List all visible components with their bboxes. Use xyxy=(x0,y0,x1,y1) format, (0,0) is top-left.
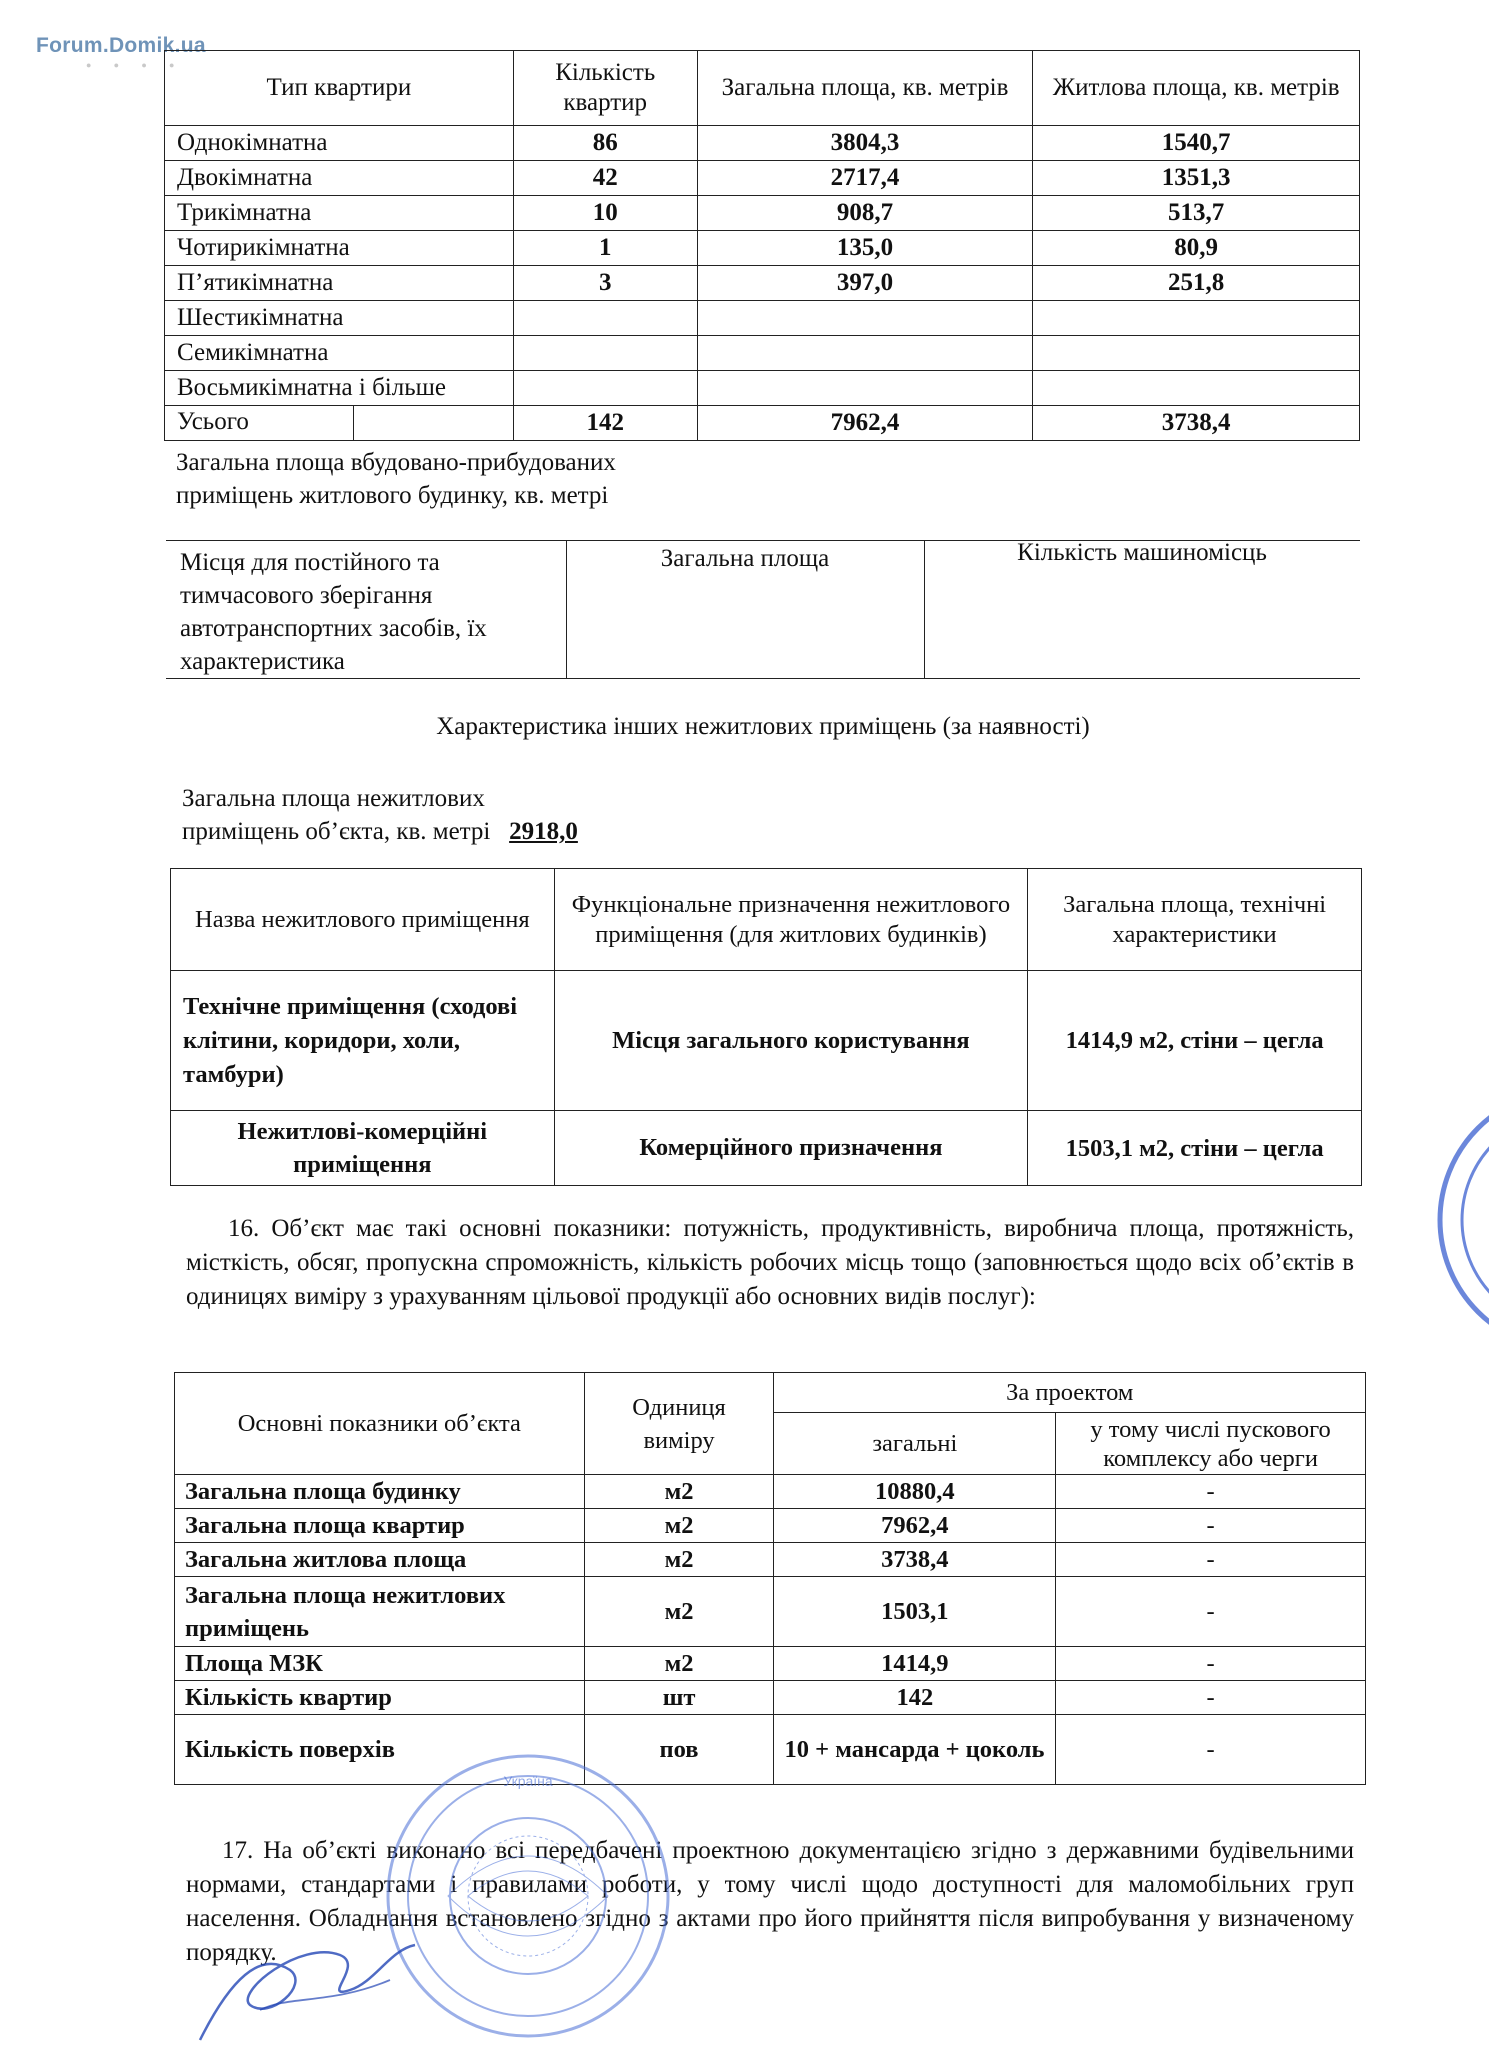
row-total: 908,7 xyxy=(697,196,1033,231)
builtin-area-text xyxy=(176,446,616,512)
table-row xyxy=(165,196,1360,231)
builtin-area-line2: приміщень житлового будинку, кв. метрі xyxy=(176,482,609,509)
watermark-dots: ● ● ● ● xyxy=(86,60,185,70)
row-living: 80,9 xyxy=(1033,231,1360,266)
row-count: 86 xyxy=(513,126,697,161)
table-row xyxy=(171,1111,1362,1186)
parking-label xyxy=(180,546,487,678)
nonres-total-value: 2918,0 xyxy=(509,818,578,845)
row-function: Місця загального користування xyxy=(554,971,1028,1111)
row-total: 2717,4 xyxy=(697,161,1033,196)
total-row xyxy=(165,406,1360,441)
parking-area-header: Загальна площа xyxy=(660,545,830,572)
table-row xyxy=(171,971,1362,1111)
row-startup: - xyxy=(1056,1475,1366,1509)
header-type: Тип квартири xyxy=(165,51,514,126)
row-unit: м2 xyxy=(584,1647,774,1681)
row-startup: - xyxy=(1056,1681,1366,1715)
table-row xyxy=(175,1681,1366,1715)
row-name: Технічне приміщення (сходові клітини, коридори, холи, тамбури) xyxy=(171,971,555,1111)
row-living xyxy=(1033,371,1360,406)
table-row xyxy=(165,371,1360,406)
parking-spaces-header: Кількість машиномісць xyxy=(1017,539,1267,566)
paragraph-17: 17. На об’єкті виконано всі передбачені проектною документацією згідно з державними будівельними нормами, стандартами і правилами роботи, у тому числі щодо доступності для маломобільних груп населення. Обладнання встановлено згідно з актами про його прийняття після випробування у визначеному порядку. xyxy=(186,1837,1354,1966)
row-area: 1414,9 м2, стіни – цегла xyxy=(1028,971,1362,1111)
row-count: 1 xyxy=(513,231,697,266)
row-name: Загальна житлова площа xyxy=(175,1543,585,1577)
row-unit: пов xyxy=(584,1715,774,1785)
header-unit: Одиниця виміру xyxy=(584,1373,774,1475)
total-label: Усього xyxy=(165,406,354,440)
row-name: Загальна площа нежитлових приміщень xyxy=(175,1577,585,1647)
row-count xyxy=(513,371,697,406)
total-count: 142 xyxy=(513,406,697,441)
stamp-text: Україна xyxy=(503,1773,553,1789)
header-indicator: Основні показники об’єкта xyxy=(175,1373,585,1475)
row-name: Площа МЗК xyxy=(175,1647,585,1681)
table-row xyxy=(175,1577,1366,1647)
paragraph-16: 16. Об’єкт має такі основні показники: потужність, продуктивність, виробнича площа, протяжність, місткість, обсяг, пропускна спроможність, кількість робочих місць тощо (заповнюється щодо всіх об’єктів в одиницях виміру з урахуванням цільової продукції або основних видів послуг): xyxy=(186,1215,1354,1310)
header-name: Назва нежитлового приміщення xyxy=(171,869,555,971)
row-type: Двокімнатна xyxy=(165,161,514,196)
nonres-heading: Характеристика інших нежитлових приміщень (за наявності) xyxy=(436,713,1090,740)
row-startup: - xyxy=(1056,1509,1366,1543)
watermark-logo: Forum.Domik.ua xyxy=(36,34,206,57)
row-value: 7962,4 xyxy=(774,1509,1056,1543)
header-count: Кількість квартир xyxy=(513,51,697,126)
table-row xyxy=(165,231,1360,266)
row-living xyxy=(1033,336,1360,371)
parking-label-line: тимчасового зберігання xyxy=(180,582,433,609)
row-startup: - xyxy=(1056,1577,1366,1647)
row-name: Кількість квартир xyxy=(175,1681,585,1715)
row-unit: шт xyxy=(584,1681,774,1715)
table-row xyxy=(165,126,1360,161)
parking-label-line: характеристика xyxy=(180,648,345,675)
table-row xyxy=(175,1509,1366,1543)
row-count: 10 xyxy=(513,196,697,231)
row-name: Загальна площа будинку xyxy=(175,1475,585,1509)
row-living: 1351,3 xyxy=(1033,161,1360,196)
row-living xyxy=(1033,301,1360,336)
table-row xyxy=(165,301,1360,336)
row-type: Чотирикімнатна xyxy=(165,231,514,266)
header-total-area: Загальна площа, кв. метрів xyxy=(697,51,1033,126)
row-startup: - xyxy=(1056,1715,1366,1785)
row-living: 251,8 xyxy=(1033,266,1360,301)
row-unit: м2 xyxy=(584,1509,774,1543)
row-value: 142 xyxy=(774,1681,1056,1715)
header-startup: у тому числі пускового комплексу або черги xyxy=(1056,1413,1366,1475)
row-value: 10880,4 xyxy=(774,1475,1056,1509)
row-type: Шестикімнатна xyxy=(165,301,514,336)
row-function: Комерційного призначення xyxy=(554,1111,1028,1186)
row-total: 3804,3 xyxy=(697,126,1033,161)
header-living-area: Житлова площа, кв. метрів xyxy=(1033,51,1360,126)
row-total xyxy=(697,371,1033,406)
builtin-area-line1: Загальна площа вбудовано-прибудованих xyxy=(176,449,616,476)
total-living: 3738,4 xyxy=(1033,406,1360,441)
table-row xyxy=(165,336,1360,371)
row-type: Однокімнатна xyxy=(165,126,514,161)
row-count: 42 xyxy=(513,161,697,196)
table-row xyxy=(165,266,1360,301)
row-count: 3 xyxy=(513,266,697,301)
parking-label-line: Місця для постійного та xyxy=(180,549,440,576)
row-name: Нежитлові-комерційні приміщення xyxy=(171,1111,555,1186)
table-row xyxy=(165,161,1360,196)
row-living: 513,7 xyxy=(1033,196,1360,231)
nonres-total-line1: Загальна площа нежитлових xyxy=(182,785,485,812)
row-value: 1414,9 xyxy=(774,1647,1056,1681)
row-type: Восьмикімнатна і більше xyxy=(165,371,514,406)
row-count xyxy=(513,301,697,336)
row-name: Загальна площа квартир xyxy=(175,1509,585,1543)
total-label-cell xyxy=(165,406,514,441)
signature xyxy=(190,1910,430,2046)
row-total: 397,0 xyxy=(697,266,1033,301)
row-count xyxy=(513,336,697,371)
header-function: Функціональне призначення нежитлового приміщення (для житлових будинків) xyxy=(554,869,1028,971)
row-total xyxy=(697,301,1033,336)
row-startup: - xyxy=(1056,1543,1366,1577)
row-value: 3738,4 xyxy=(774,1543,1056,1577)
parking-label-line: автотранспортних засобів, їх xyxy=(180,615,487,642)
row-total xyxy=(697,336,1033,371)
header-area: Загальна площа, технічні характеристики xyxy=(1028,869,1362,971)
nonres-total xyxy=(182,782,578,848)
table-row xyxy=(175,1475,1366,1509)
nonres-table xyxy=(170,868,1362,1186)
side-stamp xyxy=(1430,1070,1489,1370)
parking-bottom-rule xyxy=(166,678,1360,679)
row-name: Кількість поверхів xyxy=(175,1715,585,1785)
indicators-table xyxy=(174,1372,1366,1785)
row-value: 1503,1 xyxy=(774,1577,1056,1647)
row-living: 1540,7 xyxy=(1033,126,1360,161)
row-unit: м2 xyxy=(584,1475,774,1509)
row-value: 10 + мансарда + цоколь xyxy=(774,1715,1056,1785)
row-unit: м2 xyxy=(584,1543,774,1577)
header-general: загальні xyxy=(774,1413,1056,1475)
row-total: 135,0 xyxy=(697,231,1033,266)
row-unit: м2 xyxy=(584,1577,774,1647)
apartments-table xyxy=(164,50,1360,441)
table-row xyxy=(175,1715,1366,1785)
table-row xyxy=(175,1647,1366,1681)
row-type: Семикімнатна xyxy=(165,336,514,371)
row-area: 1503,1 м2, стіни – цегла xyxy=(1028,1111,1362,1186)
header-project: За проектом xyxy=(774,1373,1366,1413)
table-row xyxy=(175,1543,1366,1577)
row-startup: - xyxy=(1056,1647,1366,1681)
row-type: Трикімнатна xyxy=(165,196,514,231)
nonres-total-line2: приміщень об’єкта, кв. метрі xyxy=(182,818,491,845)
total-area: 7962,4 xyxy=(697,406,1033,441)
row-type: П’ятикімнатна xyxy=(165,266,514,301)
